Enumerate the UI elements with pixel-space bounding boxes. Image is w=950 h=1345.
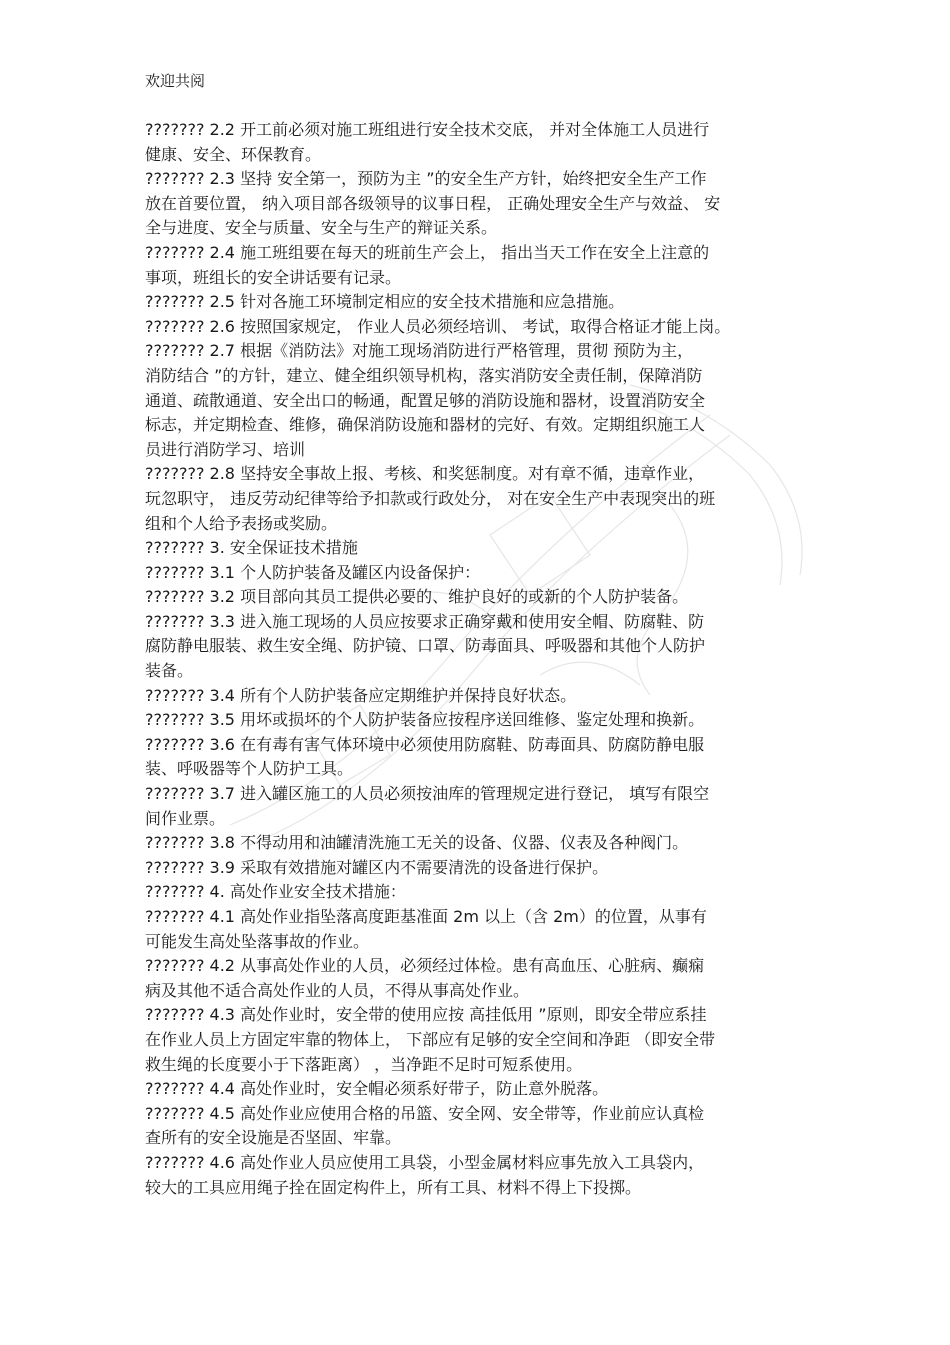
section-heading-4 [145, 880, 825, 905]
paragraph-2-2 [145, 118, 825, 167]
paragraph-3-1 [145, 561, 825, 586]
text-line: ??????? 3.9 采取有效措施对罐区内不需要清洗的设备进行保护。 [145, 857, 609, 877]
text-line: 全与进度、安全与质量、安全与生产的辩证关系。 [145, 218, 498, 238]
paragraph-4-1 [145, 905, 825, 954]
text-line: ??????? 2.5 针对各施工环境制定相应的安全技术措施和应急措施。 [145, 292, 625, 312]
paragraph-3-3 [145, 610, 825, 684]
paragraph-3-8 [145, 831, 825, 856]
text-line: ??????? 4.3 高处作业时，安全带的使用应按 高挂低用 ”原则，即安全带应系挂 [145, 1005, 707, 1025]
paragraph-3-9 [145, 856, 825, 881]
text-line: 消防结合 ”的方针，建立、健全组织领导机构，落实消防安全责任制，保障消防 [145, 365, 703, 385]
text-line: ??????? 3.7 进入罐区施工的人员必须按油库的管理规定进行登记， 填写有限空 [145, 784, 710, 804]
text-line: 腐防静电服装、救生安全绳、防护镜、口罩、防毒面具、呼吸器和其他个人防护 [145, 636, 706, 656]
paragraph-4-4 [145, 1077, 825, 1102]
text-line: 标志，并定期检查、维修，确保消防设施和器材的完好、有效。定期组织施工人 [145, 415, 706, 435]
text-line: 救生绳的长度要小于下落距离） ，当净距不足时可短系使用。 [145, 1054, 583, 1074]
text-line: 可能发生高处坠落事故的作业。 [145, 931, 370, 951]
text-line: ??????? 4. 高处作业安全技术措施： [145, 882, 406, 902]
text-line: ??????? 4.6 高处作业人员应使用工具袋，小型金属材料应事先放入工具袋内， [145, 1152, 705, 1172]
paragraph-2-5 [145, 290, 825, 315]
paragraph-4-3 [145, 1003, 825, 1077]
paragraph-2-7 [145, 339, 825, 462]
text-line: ??????? 3.2 项目部向其员工提供必要的、维护良好的或新的个人防护装备。 [145, 587, 689, 607]
text-line: ??????? 2.2 开工前必须对施工班组进行安全技术交底， 并对全体施工人员进行 [145, 120, 710, 139]
text-line: 玩忽职守， 违反劳动纪律等给予扣款或行政处分， 对在安全生产中表现突出的班 [145, 488, 716, 508]
text-line: 放在首要位置， 纳入项目部各级领导的议事日程， 正确处理安全生产与效益、 安 [145, 193, 721, 213]
text-line: ??????? 2.7 根据《消防法》对施工现场消防进行严格管理，贯彻 预防为主， [145, 341, 694, 361]
text-line: 在作业人员上方固定牢靠的物体上， 下部应有足够的安全空间和净距 （即安全带 [145, 1029, 716, 1049]
text-line: 装备。 [145, 661, 194, 681]
text-line: 员进行消防学习、培训 [145, 439, 306, 459]
text-line: ??????? 2.6 按照国家规定， 作业人员必须经培训、 考试，取得合格证才能上岗。 [145, 316, 731, 336]
text-line: 通道、疏散通道、安全出口的畅通，配置足够的消防设施和器材，设置消防安全 [145, 390, 706, 410]
text-line: 装、呼吸器等个人防护工具。 [145, 759, 354, 779]
paragraph-3-4 [145, 684, 825, 709]
paragraph-4-5 [145, 1102, 825, 1151]
section-heading-3 [145, 536, 825, 561]
paragraph-2-4 [145, 241, 825, 290]
text-line: ??????? 2.3 坚持 安全第一，预防为主 ”的安全生产方针，始终把安全生产工作 [145, 169, 707, 189]
text-line: ??????? 4.5 高处作业应使用合格的吊篮、安全网、安全带等，作业前应认真检 [145, 1103, 705, 1123]
text-line: ??????? 2.8 坚持安全事故上报、考核、和奖惩制度。对有章不循，违章作业， [145, 464, 705, 484]
text-line: ??????? 4.1 高处作业指坠落高度距基准面 2m 以上（含 2m）的位置，从事有 [145, 907, 707, 926]
text-line: ??????? 3.6 在有毒有害气体环境中必须使用防腐鞋、防毒面具、防腐防静电服 [145, 734, 705, 754]
text-line: ??????? 3.3 进入施工现场的人员应按要求正确穿戴和使用安全帽、防腐鞋、防 [145, 611, 705, 631]
paragraph-3-6 [145, 733, 825, 782]
text-line: ??????? 3.8 不得动用和油罐清洗施工无关的设备、仪器、仪表及各种阀门。 [145, 833, 689, 853]
text-line: ??????? 3.1 个人防护装备及罐区内设备保护： [145, 562, 481, 582]
text-line: ??????? 2.4 施工班组要在每天的班前生产会上， 指出当天工作在安全上注意的 [145, 242, 710, 262]
paragraph-3-2 [145, 585, 825, 610]
text-line: 查所有的安全设施是否坚固、牢靠。 [145, 1128, 402, 1148]
paragraph-2-6 [145, 315, 825, 340]
page-header: 欢迎共阅 [145, 72, 206, 90]
document-body [145, 118, 825, 1200]
text-line: 健康、安全、环保教育。 [145, 144, 322, 164]
paragraph-3-5 [145, 708, 825, 733]
text-line: 间作业票。 [145, 808, 226, 828]
paragraph-4-6 [145, 1151, 825, 1200]
text-line: 较大的工具应用绳子拴在固定构件上，所有工具、材料不得上下投掷。 [145, 1177, 642, 1197]
paragraph-2-8 [145, 462, 825, 536]
paragraph-2-3 [145, 167, 825, 241]
text-line: ??????? 4.4 高处作业时，安全帽必须系好带子，防止意外脱落。 [145, 1079, 609, 1099]
text-line: ??????? 3.5 用坏或损坏的个人防护装备应按程序送回维修、鉴定处理和换新。 [145, 710, 705, 730]
paragraph-3-7 [145, 782, 825, 831]
text-line: 病及其他不适合高处作业的人员，不得从事高处作业。 [145, 980, 530, 1000]
text-line: ??????? 3.4 所有个人防护装备应定期维护并保持良好状态。 [145, 685, 577, 705]
text-line: ??????? 4.2 从事高处作业的人员，必须经过体检。患有高血压、心脏病、癫痫 [145, 956, 705, 976]
text-line: 事项，班组长的安全讲话要有记录。 [145, 267, 402, 287]
text-line: ??????? 3. 安全保证技术措施 [145, 538, 358, 558]
text-line: 组和个人给予表扬或奖励。 [145, 513, 338, 533]
paragraph-4-2 [145, 954, 825, 1003]
